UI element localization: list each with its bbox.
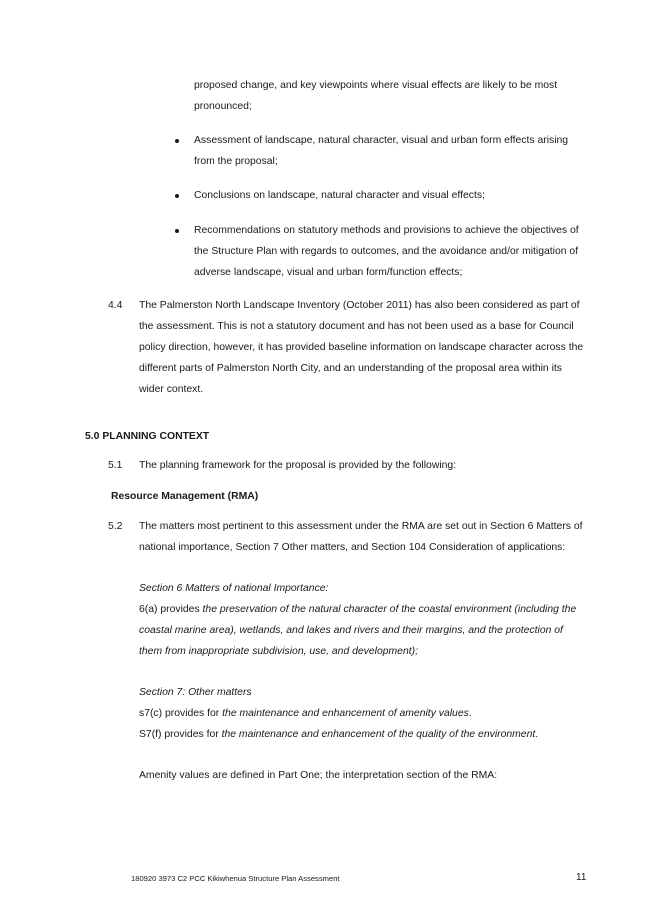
continuation-line-1: proposed change, and key viewpoints where visual effects are likely to be most: [194, 80, 558, 91]
bullet-3-line-3: adverse landscape, visual and urban form/function effects;: [194, 267, 463, 278]
s7f-italic: the maintenance and enhancement of the quality of the environment: [221, 729, 536, 740]
bullet-icon: [175, 139, 179, 143]
s7f-prefix: S7(f) provides for: [139, 729, 222, 740]
para-5-2-line-2: national importance, Section 7 Other matters, and Section 104 Consideration of applications:: [139, 542, 566, 553]
bullet-3-line-2: the Structure Plan with regards to outcomes, and the avoidance and/or mitigation of: [194, 246, 579, 257]
bullet-3-line-1: Recommendations on statutory methods and provisions to achieve the objectives of: [194, 225, 579, 236]
bullet-1-line-1: Assessment of landscape, natural character, visual and urban form effects arising: [194, 135, 569, 146]
section-6-prefix: 6(a) provides: [139, 604, 203, 615]
para-5-1-text: The planning framework for the proposal is provided by the following:: [139, 460, 457, 471]
footer-doc-ref: 180920 3973 C2 PCC Kikiwhenua Structure Plan Assessment: [131, 874, 340, 883]
para-5-2-number: 5.2: [108, 521, 123, 532]
section-6-line-1-italic: the preservation of the natural character of the coastal environment (including the: [202, 604, 577, 615]
s7c-prefix: s7(c) provides for: [139, 708, 223, 719]
bullet-2-line-1: Conclusions on landscape, natural character and visual effects;: [194, 190, 485, 201]
para-4-4-line-2: the assessment. This is not a statutory document and has not been used as a base for Council: [139, 321, 574, 332]
section-7-heading: Section 7: Other matters: [139, 687, 252, 698]
section-heading: 5.0 PLANNING CONTEXT: [85, 431, 210, 442]
s7c-italic: the maintenance and enhancement of amenity values: [222, 708, 469, 719]
para-4-4-line-4: different parts of Palmerston North City, and an understanding of the proposal area within its: [139, 363, 562, 374]
para-5-2-line-1: The matters most pertinent to this assessment under the RMA are set out in Section 6 Matters of: [139, 521, 583, 532]
section-6-line-2: coastal marine area), wetlands, and lakes and rivers and their margins, and the protection of: [139, 625, 563, 636]
s7c-line: [139, 707, 472, 720]
section-6-line-1: [139, 603, 576, 616]
bullet-1-line-2: from the proposal;: [194, 156, 278, 167]
continuation-line-2: pronounced;: [194, 101, 252, 112]
page-number: 11: [576, 872, 587, 883]
s7f-suffix: .: [535, 729, 539, 740]
para-4-4-line-1: The Palmerston North Landscape Inventory (October 2011) has also been considered as part of: [139, 300, 580, 311]
amenity-text: Amenity values are defined in Part One; the interpretation section of the RMA:: [139, 770, 498, 781]
bullet-icon: [175, 229, 179, 233]
section-6-line-3: them from inappropriate subdivision, use, and development);: [139, 646, 418, 657]
bullet-icon: [175, 194, 179, 198]
para-4-4-line-5: wider context.: [139, 384, 204, 395]
section-6-heading: Section 6 Matters of national Importance:: [139, 583, 329, 594]
para-5-1-number: 5.1: [108, 460, 123, 471]
subheading-rma: Resource Management (RMA): [111, 491, 259, 502]
s7f-line: [139, 728, 538, 741]
s7c-suffix: .: [468, 708, 472, 719]
para-4-4-line-3: policy direction, however, it has provided baseline information on landscape character across the: [139, 342, 584, 353]
para-4-4-number: 4.4: [108, 300, 123, 311]
